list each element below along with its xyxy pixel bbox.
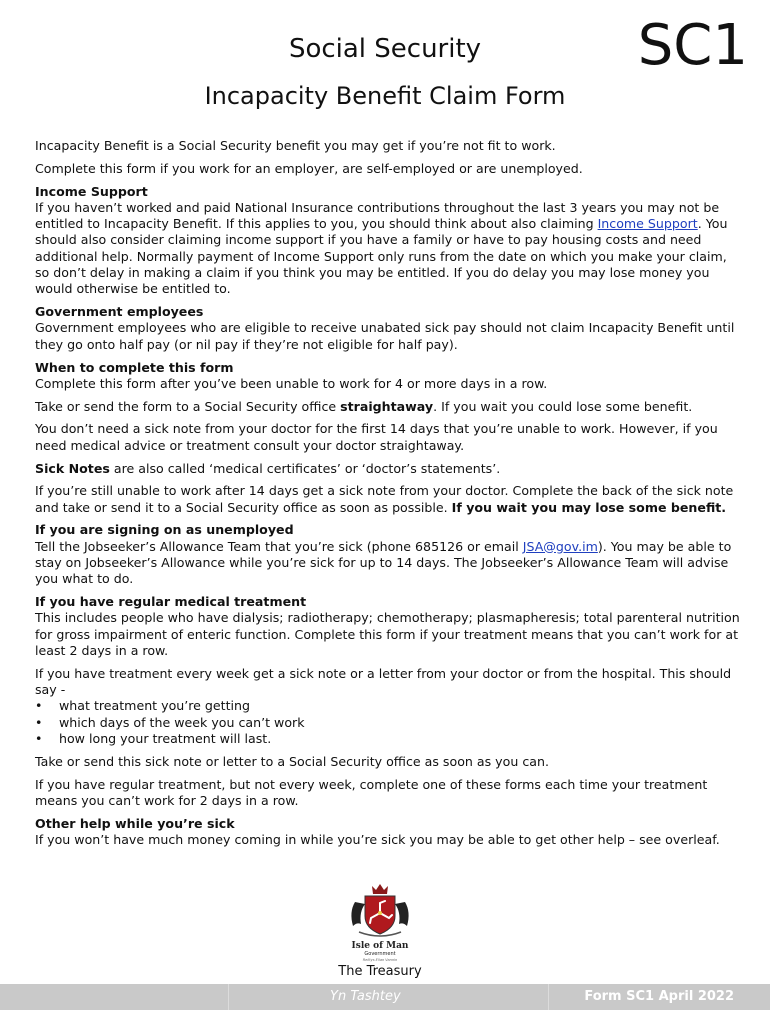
department-name: The Treasury (338, 964, 422, 979)
treatment-list (35, 698, 740, 747)
bullet-icon: • (35, 731, 43, 746)
intro-paragraph: Incapacity Benefit is a Social Security benefit you may get if you’re not fit to work. (35, 138, 556, 153)
text-span: Tell the Jobseeker’s Allowance Team that you’re sick (phone 685126 or email (35, 538, 523, 554)
svg-text:Government: Government (364, 951, 396, 957)
treatment-paragraph: This includes people who have dialysis; radiotherapy; chemotherapy; plasmapheresis; total parenteral nutrition for gross impairment of enteric function. Complete this form if your treatment means that you can’t work for at least 2 days in a row. (35, 610, 740, 659)
treatment-paragraph: Take or send this sick note or letter to a Social Security office as soon as you can. (35, 753, 549, 769)
income-support-link[interactable]: Income Support (597, 216, 698, 232)
sick-notes-paragraph (35, 461, 740, 477)
government-logo (345, 882, 415, 962)
text-span: . If you wait you could lose some benefit. (433, 398, 693, 414)
emphasis: straightaway (340, 398, 434, 414)
other-help-paragraph: If you won’t have much money coming in while you’re sick you may be able to get other help – see overleaf. (35, 831, 720, 847)
text-span: If you haven’t worked and paid National Insurance contributions throughout the last 3 years you may not be entitled to Incapacity Benefit. If this applies to you, you should think about also claiming (35, 199, 720, 232)
when-paragraph: Complete this form after you’ve been unable to work for 4 or more days in a row. (35, 375, 548, 391)
page-footer (0, 984, 770, 1010)
svg-text:Reiltys Ellan Vannin: Reiltys Ellan Vannin (362, 958, 398, 962)
form-guidance (35, 138, 740, 855)
section-heading-treatment: If you have regular medical treatment (35, 594, 307, 610)
text-span: ). You may be able to stay on Jobseeker’s Allowance while you’re sick for up to 14 days. The Jobseeker’s Allowance Team will advise you what to do. (35, 538, 732, 587)
list-item-text: which days of the week you can’t work (59, 714, 305, 730)
list-item-text: what treatment you’re getting (59, 698, 251, 714)
treatment-paragraph: If you have treatment every week get a sick note or a letter from your doctor or from the hospital. This should say - (35, 665, 732, 698)
page-header (0, 0, 770, 120)
when-paragraph (35, 483, 740, 516)
bullet-icon: • (35, 714, 43, 730)
treatment-paragraph: If you have regular treatment, but not every week, complete one of these forms each time your treatment means you can’t work for 2 days in a row. (35, 776, 708, 808)
section-heading-unemployed: If you are signing on as unemployed (35, 522, 294, 538)
section-heading-income-support: Income Support (35, 183, 148, 199)
list-item (35, 731, 740, 747)
text-span: . You should also consider claiming income support if you have a family or have to pay housing costs and need additional help. Normally payment of Income Support only runs from the date on which you make your claim, so don’t delay in making a claim if you think you may be entitled. If you do delay you may lose money you would otherwise be entitled to. (35, 216, 728, 297)
when-paragraph (35, 399, 740, 415)
government-paragraph: Government employees who are eligible to receive unabated sick pay should not claim Incapacity Benefit until they go onto half pay (or nil pay if they’re not eligible for half pay). (35, 320, 735, 352)
emphasis: Sick Notes (35, 460, 110, 476)
text-span: Take or send the form to a Social Security office (35, 398, 341, 414)
svg-text:Isle of Man: Isle of Man (351, 941, 409, 951)
bullet-icon: • (35, 698, 43, 714)
footer-divider (228, 984, 229, 1010)
when-paragraph: You don’t need a sick note from your doctor for the first 14 days that you’re unable to work. However, if you need medical advice or treatment consult your doctor straightaway. (35, 421, 718, 453)
text-span: If you’re still unable to work after 14 days get a sick note from your doctor. Complete the back of the sick note and take or send it to a Social Security office as soon as possible. (35, 483, 734, 515)
footer-divider (548, 984, 549, 1010)
section-heading-when: When to complete this form (35, 359, 234, 375)
page-title: Social Security (288, 34, 482, 64)
section-heading-other-help: Other help while you’re sick (35, 815, 235, 831)
list-item (35, 698, 740, 714)
crest-icon (345, 882, 415, 962)
unemployed-paragraph (35, 539, 740, 588)
section-heading-government: Government employees (35, 304, 204, 320)
income-support-paragraph (35, 200, 740, 298)
intro-paragraph: Complete this form if you work for an employer, are self-employed or are unemployed. (35, 160, 583, 176)
form-title: Incapacity Benefit Claim Form (204, 82, 566, 110)
manx-department-name: Yn Tashtey (330, 989, 401, 1004)
list-item (35, 715, 740, 731)
form-reference: Form SC1 April 2022 (584, 989, 734, 1004)
text-span: are also called ‘medical certificates’ or ‘doctor’s statements’. (109, 460, 501, 476)
form-code: SC1 (637, 13, 748, 78)
list-item-text: how long your treatment will last. (59, 731, 272, 746)
emphasis: If you wait you may lose some benefit. (451, 499, 727, 515)
jsa-email-link[interactable]: JSA@gov.im (522, 538, 598, 554)
